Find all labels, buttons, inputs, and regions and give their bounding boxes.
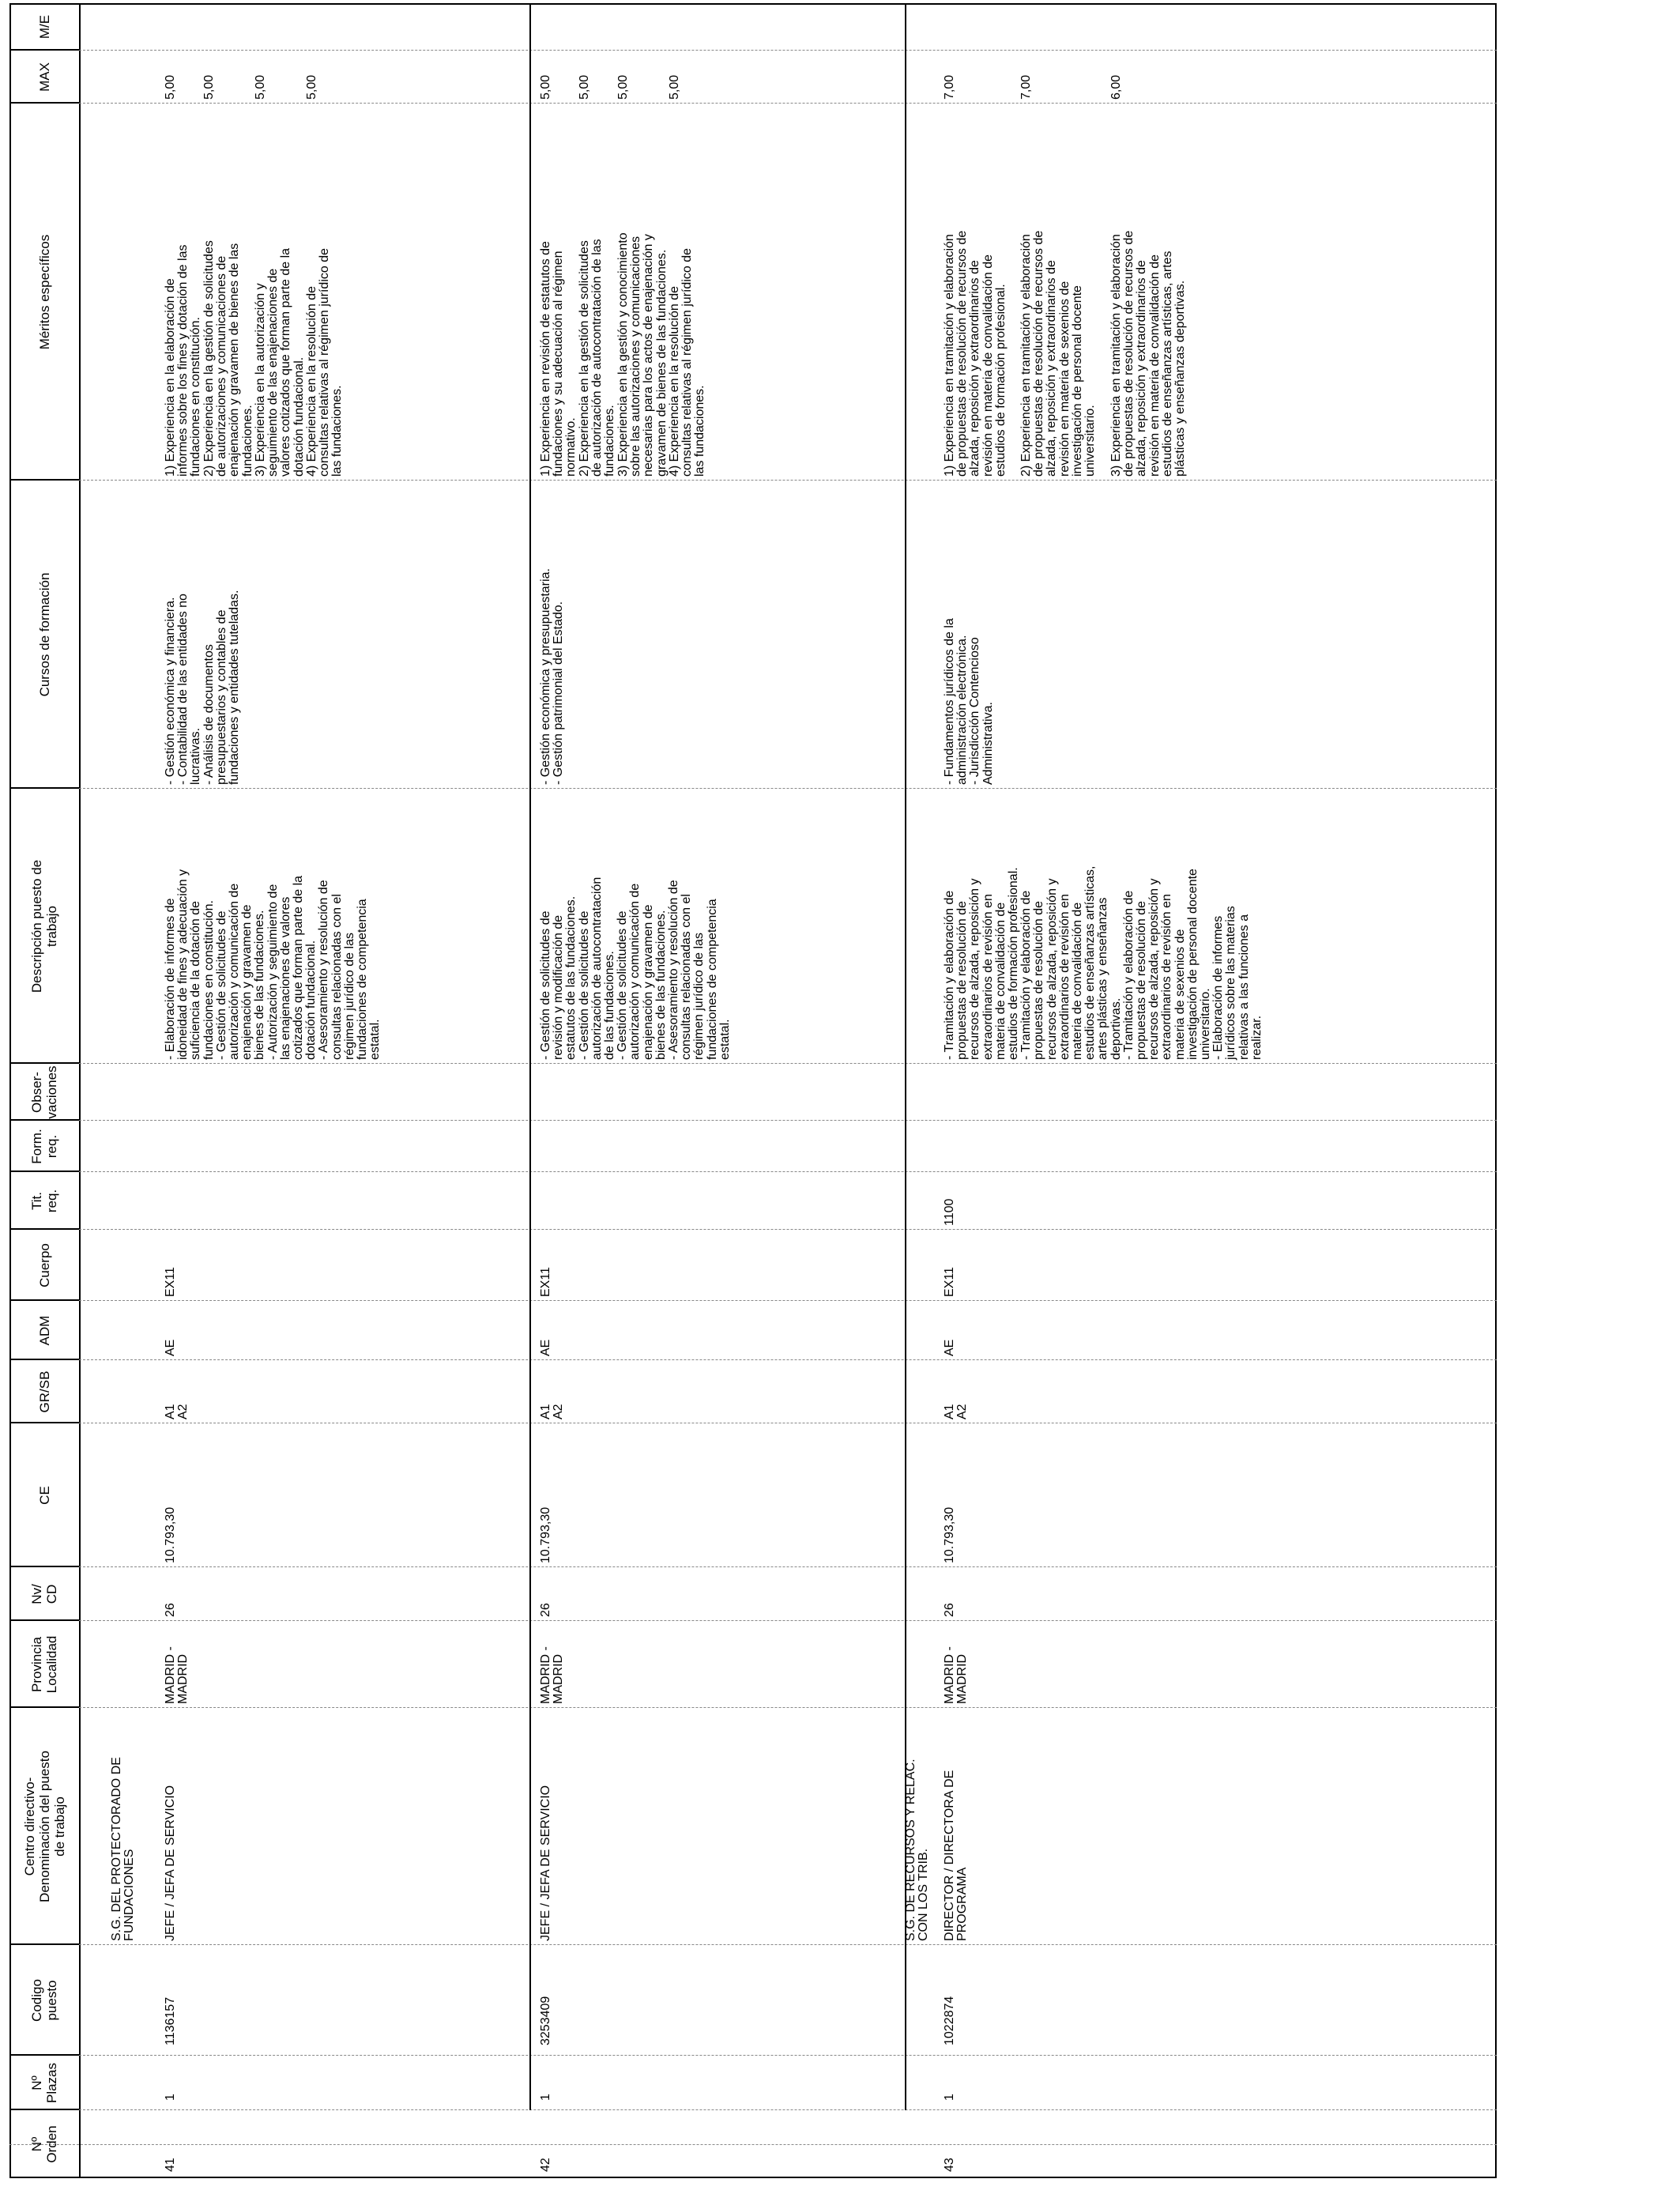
column-guide [79,1229,1497,1230]
cuerpo-cell: EX11 [539,1267,552,1297]
header-centro: Centro directivo- Denominación del puesto de trabajo [21,1751,67,1902]
header-adm: ADM [36,1315,52,1346]
adm-cell: AE [943,1339,956,1356]
merito-max: 6,00 [1109,74,1123,100]
header-descripcion: Descripción puesto de trabajo [29,859,59,993]
provincia-cell: MADRID - MADRID [943,1646,970,1704]
column-guide [79,103,1497,104]
codigo-cell: 1136157 [164,1996,177,2045]
header-plazas: Nº Plazas [29,2062,59,2104]
puesto-cell: DIRECTOR / DIRECTORA DE PROGRAMA [943,1770,970,1941]
ce-cell: 10.793,30 [164,1506,177,1563]
nivel-cell: 26 [943,1603,956,1617]
column-guide [79,1171,1497,1172]
orden-cell: 42 [539,2158,552,2172]
header-codigo: Codigo puesto [29,1979,59,2022]
grupo-cell: A1 A2 [943,1404,970,1419]
merito-item: 2) Experiencia en tramitación y elaboración de propuestas de resolución de recursos de alzada, reposición y extraordinarios de revisión en materia de sexenios de investigación de personal docente universitario. [1019,230,1098,477]
nivel-cell: 26 [539,1603,552,1617]
column-guide [79,1620,1497,1621]
column-guide [79,1120,1497,1121]
header-left-dash [9,2144,1497,2145]
header-provincia: Provincia Localidad [29,1635,59,1694]
grupo-cell: A1 A2 [164,1404,190,1419]
column-guide [79,1944,1497,1945]
puesto-cell: JEFE / JEFA DE SERVICIO [539,1785,552,1941]
ce-cell: 10.793,30 [943,1506,956,1563]
plazas-cell: 1 [943,2094,956,2101]
puesto-cell: JEFE / JEFA DE SERVICIO [164,1785,177,1941]
header-bottom-rule [79,3,81,2178]
plazas-cell: 1 [539,2094,552,2101]
merito-max: 5,00 [164,74,177,100]
header-cuerpo: Cuerpo [36,1243,52,1287]
provincia-cell: MADRID - MADRID [164,1646,190,1704]
titulacion-cell: 1100 [943,1198,956,1226]
header-grupo: GR/SB [36,1370,52,1413]
descripcion-cell: - Gestión de solicitudes de revisión y modificación de estatutos de las fundaciones. - Gestión de solicitudes de autorización de autocontratación de las fundaciones. - Gestión de solicitudes de autorización y comunicación de enajenación y gravamen de bienes de las fundaciones. - Asesoramiento y resolución de consultas relacionadas con el régimen jurídico de las fundaciones de competencia estatal. [539,876,732,1060]
column-guide [79,788,1497,789]
column-guide [79,1707,1497,1708]
orden-cell: 43 [943,2158,956,2172]
adm-cell: AE [539,1339,552,1356]
merito-item: 3) Experiencia en la autorización y seguimiento de las enajenaciones de valores cotizados que forman parte de la dotación fundacional. [254,247,306,477]
ce-cell: 10.793,30 [539,1506,552,1563]
adm-cell: AE [164,1339,177,1356]
cursos-cell: - Gestión económica y financiera. - Contabilidad de las entidades no lucrativas. - Análisis de documentos presupuestarios y contables de fundaciones y entidades tuteladas. [164,590,242,785]
row-separator [529,3,531,2110]
header-max: MAX [36,62,52,92]
nivel-cell: 26 [164,1603,177,1617]
column-guide [79,2109,1497,2110]
descripcion-cell: - Tramitación y elaboración de propuestas de resolución de recursos de alzada, reposición y extraordinarios de revisión en materia de convalidación de estudios de formación profesional. - Tramitación y elaboración de propuestas de resolución de recursos de alzada, reposición y extraordinarios de revisión en materia de convalidación de estudios de enseñanzas artísticas, artes plásticas y enseñanzas deportivas. - Tramitación y elaboración de propuestas de resolución de recursos de alzada, reposición y extraordinarios de revisión en materia de sexenios de investigación de personal docente universitario. - Elaboración de informes jurídicos sobre las materias relativas a las funciones a realizar. [943,865,1264,1060]
merito-item: 4) Experiencia en la resolución de consultas relativas al régimen jurídico de las fundaciones. [305,247,345,477]
merito-item: 3) Experiencia en la gestión y conocimiento sobre las autorizaciones y comunicaciones necesarias para los actos de enajenación y gravamen de bienes de las fundaciones. [616,232,669,477]
header-ce: CE [36,1486,52,1505]
column-guide [79,1300,1497,1301]
column-guide [79,1063,1497,1064]
merito-max: 5,00 [539,74,552,100]
centro-directivo-label: S.G. DEL PROTECTORADO DE FUNDACIONES [110,1757,137,1941]
header-formacion: Form. req. [29,1129,59,1164]
header-observaciones: Obser- vaciones [29,1065,59,1119]
merito-max: 5,00 [305,74,318,100]
column-guide [79,50,1497,51]
header-nivel: Nv/ CD [29,1584,59,1604]
column-guide [79,480,1497,481]
column-guide [79,2055,1497,2056]
column-guide [79,1566,1497,1567]
column-guide [79,1359,1497,1360]
merito-max: 5,00 [202,74,216,100]
header-cursos: Cursos de formación [36,572,52,697]
header-meritos: Méritos específicos [36,234,52,350]
cursos-cell: - Gestión económica y presupuestaria. - Gestión patrimonial del Estado. [539,568,566,785]
descripcion-cell: - Elaboración de informes de idoneidad de fines y adecuación y suficiencia de la dotación de fundaciones en constitución. - Gestión de solicitudes de autorización y comunicación de enajenación y gravamen de bienes de las fundaciones. - Autorización y seguimiento de las enajenaciones de valores cotizados que forman parte de la dotación fundacional. - Asesoramiento y resolución de consultas relacionadas con el régimen jurídico de las fundaciones de competencia estatal. [164,869,382,1060]
orden-cell: 41 [164,2158,177,2172]
provincia-cell: MADRID - MADRID [539,1646,566,1704]
merito-max: 5,00 [578,74,591,100]
merito-max: 7,00 [943,74,956,100]
header-orden: Nº Orden [29,2125,59,2163]
merito-max: 5,00 [668,74,681,100]
merito-max: 7,00 [1019,74,1033,100]
merito-item: 1) Experiencia en la elaboración de informes sobre los fines y dotación de las fundaciones en constitución. [164,244,203,477]
header-me: M/E [36,14,52,40]
plazas-cell: 1 [164,2094,177,2101]
grupo-cell: A1 A2 [539,1404,566,1419]
cuerpo-cell: EX11 [164,1267,177,1297]
codigo-cell: 1022874 [943,1996,956,2045]
merito-item: 1) Experiencia en tramitación y elaboración de propuestas de resolución de recursos de alzada, reposición y extraordinarios de revisión en materia de convalidación de estudios de formación profesional. [943,230,1008,477]
centro-directivo-label: S.G. DE RECURSOS Y RELAC. CON LOS TRIB. [904,1759,931,1941]
cursos-cell: - Fundamentos jurídicos de la administración electrónica. - Jurisdicción Contencioso Administrativa. [943,618,995,785]
merito-max: 5,00 [616,74,630,100]
merito-item: 4) Experiencia en la resolución de consultas relativas al régimen jurídico de las fundaciones. [668,247,707,477]
merito-max: 5,00 [254,74,267,100]
header-titulacion: Tit. req. [29,1189,59,1213]
merito-item: 2) Experiencia en la gestión de solicitudes de autorización de autocontratación de las fundaciones. [578,239,617,477]
cuerpo-cell: EX11 [943,1267,956,1297]
merito-item: 2) Experiencia en la gestión de solicitudes de autorizaciones y comunicaciones de enajenación y gravamen de bienes de las fundaciones. [202,240,254,477]
merito-item: 1) Experiencia en revisión de estatutos de fundaciones y su adecuación al régimen normativo. [539,241,578,477]
codigo-cell: 3253409 [539,1996,552,2045]
merito-item: 3) Experiencia en tramitación y elaboración de propuestas de resolución de recursos de alzada, reposición y extraordinarios de revisión en materia de convalidación de estudios de enseñanzas artísticas, artes plásticas y enseñanzas deportivas. [1109,230,1188,477]
